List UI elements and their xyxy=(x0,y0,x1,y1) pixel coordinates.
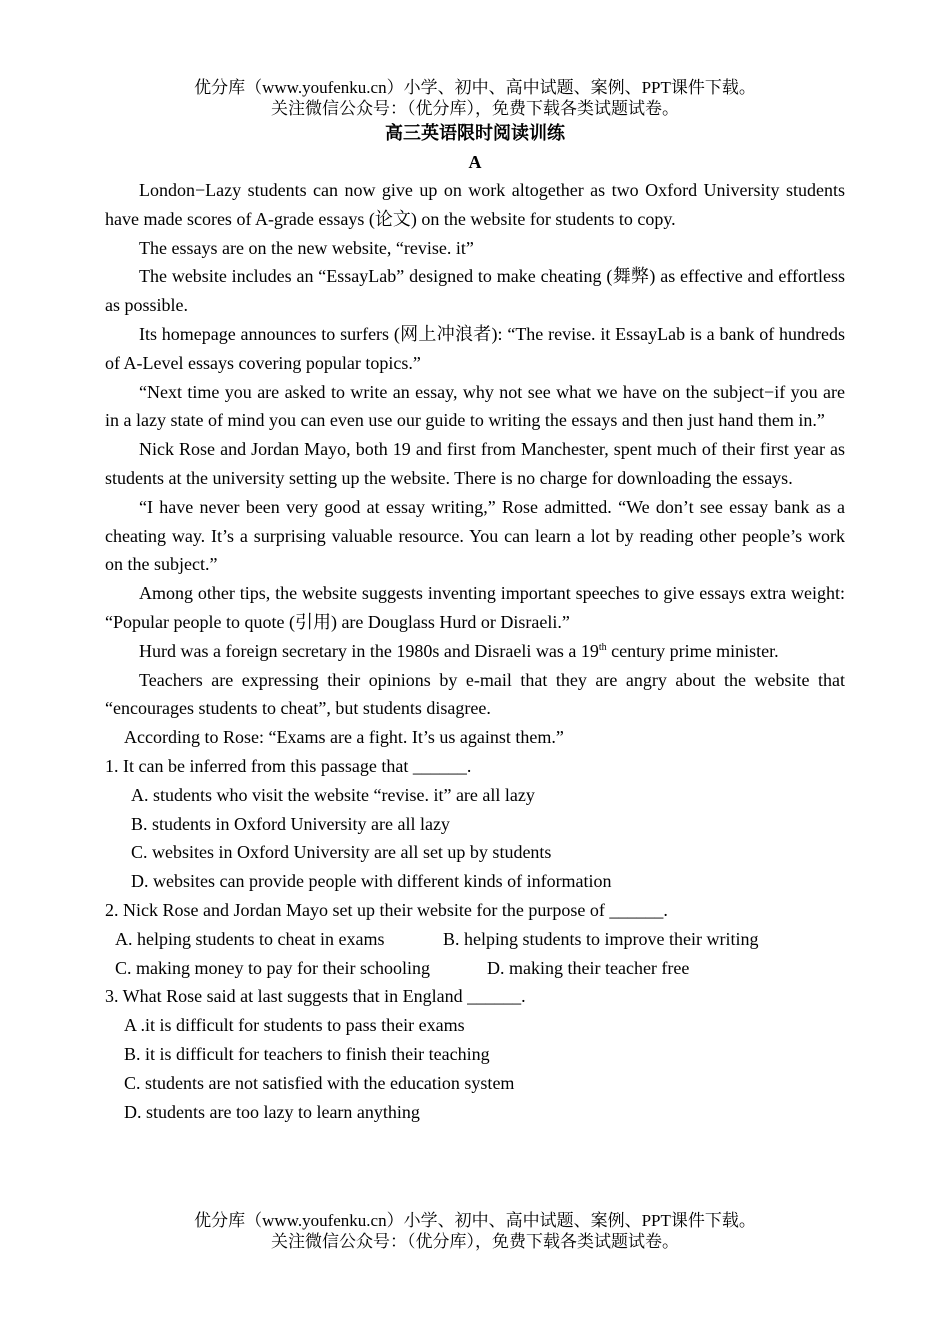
passage-paragraph-7: “I have never been very good at essay writing,” Rose admitted. “We don’t see essay bank as a cheating way. It’s a surprising valuable resource. You can learn a lot by reading other people’s work on the subject.” xyxy=(105,496,845,575)
paragraph-9-text: Hurd was a foreign secretary in the 1980s and Disraeli was a 19 xyxy=(139,640,599,661)
question-3-option-b: B. it is difficult for teachers to finish their teaching xyxy=(124,1043,490,1064)
passage-paragraph-3: The website includes an “EssayLab” designed to make cheating (舞弊) as effective and effortless as possible. xyxy=(105,266,845,316)
document-body xyxy=(105,176,845,1126)
passage-paragraph-5: “Next time you are asked to write an essay, why not see what we have on the subject−if you are in a lazy state of mind you can even use our guide to writing the essays and then just hand them in.” xyxy=(105,381,845,431)
question-2-option-c: C. making money to pay for their schooling xyxy=(115,957,430,978)
passage-paragraph-2: The essays are on the new website, “revise. it” xyxy=(139,237,474,258)
question-1-option-b: B. students in Oxford University are all lazy xyxy=(131,813,450,834)
question-2-option-a: A. helping students to cheat in exams xyxy=(115,928,385,949)
question-2-option-b: B. helping students to improve their writing xyxy=(443,928,759,949)
header-line-1: 优分库（www.youfenku.cn）小学、初中、高中试题、案例、PPT课件下载。 xyxy=(194,78,756,97)
passage-paragraph-1: London−Lazy students can now give up on work altogether as two Oxford University students have made scores of A-grade essays (论文) on the website for students to copy. xyxy=(105,180,845,229)
question-2-stem: 2. Nick Rose and Jordan Mayo set up their website for the purpose of ______. xyxy=(105,899,668,920)
header-line-2: 关注微信公众号：（优分库），免费下载各类试题试卷。 xyxy=(271,99,679,118)
passage-paragraph-11: According to Rose: “Exams are a fight. It’s us against them.” xyxy=(124,727,564,748)
passage-paragraph-10: Teachers are expressing their opinions by e-mail that they are angry about the website that “encourages students to cheat”, but students disagree. xyxy=(105,669,845,719)
footer-line-2: 关注微信公众号：（优分库），免费下载各类试题试卷。 xyxy=(271,1232,679,1251)
passage-paragraph-8: Among other tips, the website suggests inventing important speeches to give essays extra weight: “Popular people to quote (引用) are Douglass Hurd or Disraeli.” xyxy=(105,583,845,632)
passage-paragraph-6: Nick Rose and Jordan Mayo, both 19 and first from Manchester, spent much of their first year as students at the university setting up the website. There is no charge for downloading the essays. xyxy=(105,439,845,488)
question-1-option-a: A. students who visit the website “revise. it” are all lazy xyxy=(131,784,535,805)
paragraph-9-text-end: century prime minister. xyxy=(606,640,779,661)
question-3-option-d: D. students are too lazy to learn anything xyxy=(124,1101,420,1122)
question-3-option-c: C. students are not satisfied with the education system xyxy=(124,1072,515,1093)
passage-paragraph-4: Its homepage announces to surfers (网上冲浪者): “The revise. it EssayLab is a bank of hundreds of A-Level essays covering popular topics.” xyxy=(105,323,845,373)
section-label: A xyxy=(468,152,482,172)
question-3-option-a: A .it is difficult for students to pass their exams xyxy=(124,1015,465,1036)
question-2-option-d: D. making their teacher free xyxy=(487,957,690,978)
question-2-options-row-2 xyxy=(105,954,845,983)
question-1-stem: 1. It can be inferred from this passage that ______. xyxy=(105,755,472,776)
footer-line-1: 优分库（www.youfenku.cn）小学、初中、高中试题、案例、PPT课件下载。 xyxy=(194,1211,756,1230)
question-1-option-d: D. websites can provide people with different kinds of information xyxy=(131,871,612,892)
ordinal-suffix: th xyxy=(598,641,607,653)
question-1-option-c: C. websites in Oxford University are all set up by students xyxy=(131,842,552,863)
question-2-options-row-1 xyxy=(105,925,845,954)
page-title: 高三英语限时阅读训练 xyxy=(385,123,565,143)
passage-paragraph-9 xyxy=(105,637,845,666)
question-3-stem: 3. What Rose said at last suggests that in England ______. xyxy=(105,986,526,1007)
